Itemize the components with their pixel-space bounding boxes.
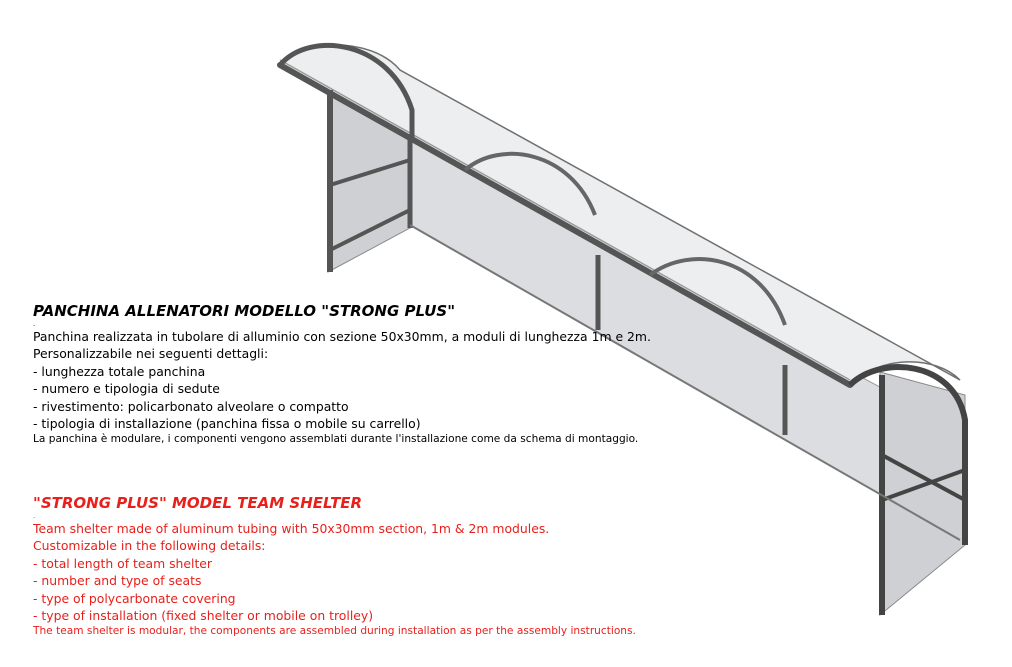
italian-marker: . [33, 320, 36, 328]
english-item: - type of polycarbonate covering [33, 590, 236, 606]
italian-item: - lunghezza totale panchina [33, 363, 206, 379]
italian-item: - tipologia di installazione (panchina fissa o mobile su carrello) [33, 416, 421, 432]
english-description-text: Team shelter made of aluminum tubing with 50x30mm section, 1m & 2m modules. [33, 521, 550, 536]
english-intro: Customizable in the following details: [33, 538, 266, 554]
english-title: "STRONG PLUS" MODEL TEAM SHELTER [33, 494, 363, 512]
english-item: - type of installation (fixed shelter or mobile on trolley) [33, 608, 374, 624]
english-description [33, 494, 636, 639]
italian-description [33, 302, 651, 447]
italian-intro: Personalizzabile nei seguenti dettagli: [33, 346, 269, 362]
italian-title: PANCHINA ALLENATORI MODELLO "STRONG PLUS" [33, 302, 456, 320]
italian-item: - rivestimento: policarbonato alveolare o compatto [33, 398, 349, 414]
english-item: - number and type of seats [33, 573, 202, 589]
english-item: - total length of team shelter [33, 555, 213, 571]
english-note: The team shelter is modular, the components are assembled during installation as per the assembly instructions. [33, 625, 636, 638]
english-marker: . [33, 512, 36, 520]
italian-item: - numero e tipologia di sedute [33, 381, 220, 397]
italian-note: La panchina è modulare, i componenti vengono assemblati durante l'installazione come da schema di montaggio. [33, 433, 639, 446]
italian-description-text: Panchina realizzata in tubolare di alluminio con sezione 50x30mm, a moduli di lunghezza 1m e 2m. [33, 329, 651, 344]
